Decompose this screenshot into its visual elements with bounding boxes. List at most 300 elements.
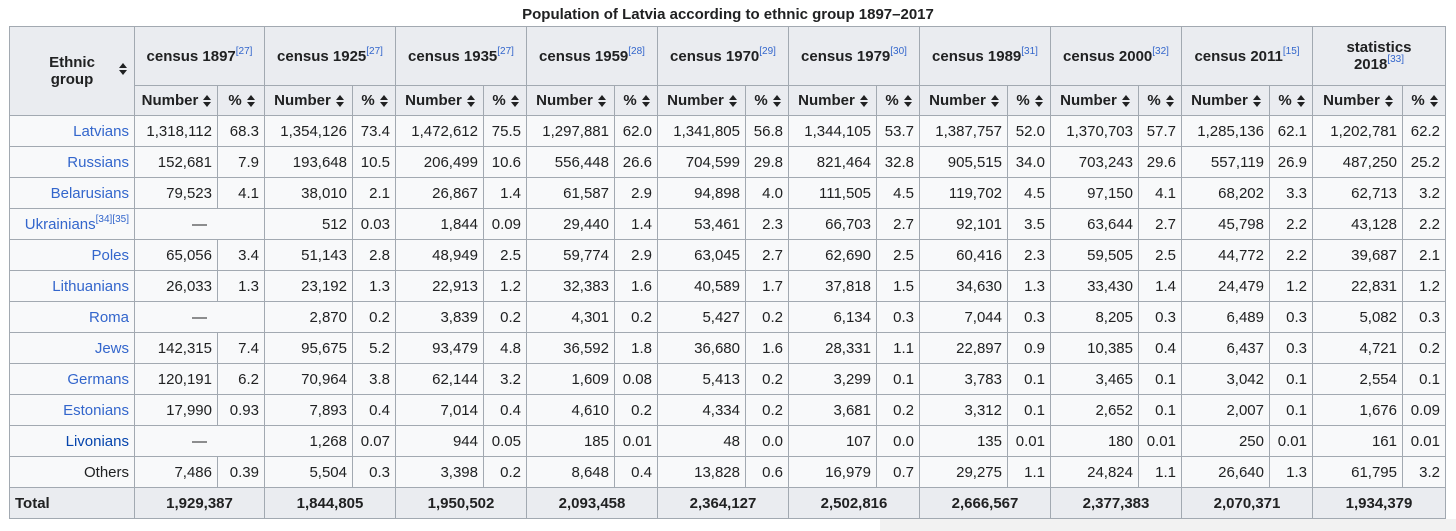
percent-cell: 0.1 <box>1270 395 1313 426</box>
percent-cell: 0.4 <box>353 395 396 426</box>
reference-link[interactable]: [27] <box>497 45 514 57</box>
sort-icon[interactable] <box>511 95 518 107</box>
percent-cell: 3.2 <box>1403 457 1446 488</box>
number-label: Number <box>536 92 593 109</box>
reference-link[interactable]: [33] <box>1387 54 1405 65</box>
number-cell: 24,479 <box>1182 271 1270 302</box>
ethnic-group-cell[interactable] <box>10 333 135 364</box>
sort-icon[interactable] <box>119 63 126 75</box>
sort-icon[interactable] <box>904 95 911 107</box>
percent-cell: 0.2 <box>1403 333 1446 364</box>
census-year-label: census 1897 <box>146 47 236 65</box>
percent-cell: 0.4 <box>1139 333 1182 364</box>
number-cell: 60,416 <box>920 240 1008 271</box>
percent-cell: 1.3 <box>353 271 396 302</box>
ethnic-group-cell[interactable] <box>10 209 135 240</box>
table-row <box>10 333 1446 364</box>
number-label: Number <box>798 92 855 109</box>
percent-cell: 2.3 <box>746 209 789 240</box>
number-label: Number <box>1323 92 1380 109</box>
percent-cell: 7.9 <box>218 147 265 178</box>
number-cell: 22,913 <box>396 271 484 302</box>
sort-icon[interactable] <box>860 95 867 107</box>
ethnic-group-link[interactable]: Estonians <box>63 401 129 419</box>
reference-link[interactable]: [30] <box>890 45 907 57</box>
percent-cell: 2.2 <box>1270 209 1313 240</box>
percent-cell: 0.01 <box>615 426 658 457</box>
percent-cell: 0.05 <box>484 426 527 457</box>
number-cell: 135 <box>920 426 1008 457</box>
number-column-header[interactable] <box>1182 86 1270 116</box>
sort-icon[interactable] <box>1122 95 1129 107</box>
ethnic-group-link[interactable]: Livonians <box>65 432 129 450</box>
percent-cell: 0.2 <box>877 395 920 426</box>
percent-cell: 0.3 <box>1403 302 1446 333</box>
percent-cell: 0.4 <box>484 395 527 426</box>
number-cell: 93,479 <box>396 333 484 364</box>
ethnic-group-cell[interactable] <box>10 364 135 395</box>
percent-column-header[interactable] <box>1270 86 1313 116</box>
number-cell: 70,964 <box>265 364 353 395</box>
percent-cell: 0.07 <box>353 426 396 457</box>
table-caption: Population of Latvia according to ethnic group 1897–2017 <box>522 6 934 23</box>
number-cell: 23,192 <box>265 271 353 302</box>
sort-icon[interactable] <box>203 95 210 107</box>
percent-cell: 29.6 <box>1139 147 1182 178</box>
percent-cell: 3.8 <box>353 364 396 395</box>
percent-cell: 25.2 <box>1403 147 1446 178</box>
reference-link[interactable]: [15] <box>1282 45 1300 57</box>
number-cell: 39,687 <box>1313 240 1403 271</box>
number-cell: 92,101 <box>920 209 1008 240</box>
percent-cell: 2.5 <box>484 240 527 271</box>
percent-cell: 0.9 <box>1008 333 1051 364</box>
percent-cell: 0.01 <box>1403 426 1446 457</box>
ethnic-group-cell[interactable] <box>10 240 135 271</box>
percent-cell: 0.08 <box>615 364 658 395</box>
number-cell: 79,523 <box>135 178 218 209</box>
ethnic-group-header[interactable] <box>10 27 135 116</box>
number-cell: 28,331 <box>789 333 877 364</box>
ethnic-group-cell[interactable] <box>10 395 135 426</box>
percent-cell: 0.2 <box>746 364 789 395</box>
table-row <box>10 178 1446 209</box>
census-year-header <box>1313 27 1446 86</box>
ethnic-group-cell[interactable] <box>10 178 135 209</box>
ethnic-group-link[interactable]: Latvians <box>73 122 129 140</box>
percent-cell: 1.1 <box>1008 457 1051 488</box>
number-cell: 38,010 <box>265 178 353 209</box>
percent-cell: 0.2 <box>615 302 658 333</box>
number-cell: 37,818 <box>789 271 877 302</box>
reference-link[interactable]: [32] <box>1152 45 1169 57</box>
census-year-header <box>265 27 396 86</box>
percent-cell: 0.93 <box>218 395 265 426</box>
percent-cell: 0.03 <box>353 209 396 240</box>
number-column-header[interactable] <box>1313 86 1403 116</box>
sort-icon[interactable] <box>642 95 649 107</box>
table-row <box>10 457 1446 488</box>
number-column-header[interactable] <box>1051 86 1139 116</box>
percent-cell: 3.5 <box>1008 209 1051 240</box>
number-cell: 48 <box>658 426 746 457</box>
percent-cell: 0.2 <box>746 302 789 333</box>
percent-column-header[interactable] <box>877 86 920 116</box>
sort-icon[interactable] <box>1166 95 1173 107</box>
number-cell: 3,783 <box>920 364 1008 395</box>
ethnic-group-link[interactable]: Belarusians <box>50 184 129 202</box>
percent-cell: 2.5 <box>877 240 920 271</box>
ethnic-group-cell[interactable] <box>10 426 135 457</box>
percent-cell: 0.3 <box>353 457 396 488</box>
number-cell: 1,202,781 <box>1313 116 1403 147</box>
percent-cell: 4.5 <box>877 178 920 209</box>
number-cell: 1,297,881 <box>527 116 615 147</box>
percent-label: % <box>492 92 506 109</box>
number-cell: 95,675 <box>265 333 353 364</box>
number-cell: 1,387,757 <box>920 116 1008 147</box>
percent-cell: 0.1 <box>1008 395 1051 426</box>
number-column-header[interactable] <box>396 86 484 116</box>
number-cell: 3,465 <box>1051 364 1139 395</box>
total-row <box>10 488 1446 519</box>
number-cell: 45,798 <box>1182 209 1270 240</box>
number-cell: 1,354,126 <box>265 116 353 147</box>
number-cell: 142,315 <box>135 333 218 364</box>
number-cell: 36,592 <box>527 333 615 364</box>
number-cell: 26,640 <box>1182 457 1270 488</box>
number-cell: 68,202 <box>1182 178 1270 209</box>
percent-label: % <box>228 92 242 109</box>
percent-cell: 0.1 <box>1139 395 1182 426</box>
percent-cell: 26.9 <box>1270 147 1313 178</box>
reference-link[interactable]: [27] <box>366 45 383 57</box>
number-cell: 3,839 <box>396 302 484 333</box>
total-cell: 2,093,458 <box>527 488 658 519</box>
percent-label: % <box>885 92 899 109</box>
number-cell: 111,505 <box>789 178 877 209</box>
census-year-label: census 1970 <box>670 47 760 65</box>
percent-cell: 3.4 <box>218 240 265 271</box>
number-cell: 1,676 <box>1313 395 1403 426</box>
sort-icon[interactable] <box>1297 95 1304 107</box>
percent-cell: 62.0 <box>615 116 658 147</box>
table-row <box>10 395 1446 426</box>
reference-link[interactable]: [27] <box>235 45 253 57</box>
percent-cell: 1.2 <box>1270 271 1313 302</box>
census-year-header <box>135 27 265 86</box>
number-cell: 26,033 <box>135 271 218 302</box>
number-label: Number <box>929 92 986 109</box>
percent-cell: 0.1 <box>1403 364 1446 395</box>
number-label: Number <box>1060 92 1117 109</box>
percent-cell: 26.6 <box>615 147 658 178</box>
percent-cell: 0.7 <box>877 457 920 488</box>
number-cell: 944 <box>396 426 484 457</box>
number-cell: 62,144 <box>396 364 484 395</box>
number-cell: 51,143 <box>265 240 353 271</box>
number-cell: 5,504 <box>265 457 353 488</box>
percent-cell: 32.8 <box>877 147 920 178</box>
percent-cell: 2.1 <box>1403 240 1446 271</box>
number-column-header[interactable] <box>920 86 1008 116</box>
percent-cell: 0.4 <box>615 457 658 488</box>
number-cell: 556,448 <box>527 147 615 178</box>
census-year-label: census 2011 <box>1194 47 1283 65</box>
number-cell: 119,702 <box>920 178 1008 209</box>
percent-cell: 2.3 <box>1008 240 1051 271</box>
number-cell: 2,007 <box>1182 395 1270 426</box>
number-cell: 107 <box>789 426 877 457</box>
total-cell: 1,844,805 <box>265 488 396 519</box>
percent-cell: 34.0 <box>1008 147 1051 178</box>
percent-cell: 1.7 <box>746 271 789 302</box>
number-cell: 5,413 <box>658 364 746 395</box>
percent-cell: 1.8 <box>615 333 658 364</box>
number-cell: 1,472,612 <box>396 116 484 147</box>
percent-cell: 0.6 <box>746 457 789 488</box>
sort-icon[interactable] <box>729 95 736 107</box>
number-cell: 3,398 <box>396 457 484 488</box>
percent-cell: 0.01 <box>1139 426 1182 457</box>
percent-cell: 0.01 <box>1270 426 1313 457</box>
percent-label: % <box>1147 92 1161 109</box>
ethnic-group-cell[interactable] <box>10 271 135 302</box>
number-cell: 250 <box>1182 426 1270 457</box>
census-year-label: census 1959 <box>539 47 629 65</box>
ethnic-group-cell <box>10 457 135 488</box>
table-row <box>10 426 1446 457</box>
percent-cell: 0.1 <box>1270 364 1313 395</box>
table-row <box>10 209 1446 240</box>
percent-cell: 10.6 <box>484 147 527 178</box>
sort-icon[interactable] <box>1430 95 1437 107</box>
number-cell: 6,134 <box>789 302 877 333</box>
number-cell: 53,461 <box>658 209 746 240</box>
ethnic-group-link[interactable]: Germans <box>67 370 129 388</box>
percent-cell: 1.2 <box>1403 271 1446 302</box>
number-cell: 63,045 <box>658 240 746 271</box>
number-label: Number <box>405 92 462 109</box>
number-cell: 62,690 <box>789 240 877 271</box>
percent-cell: 1.6 <box>615 271 658 302</box>
total-cell: 1,929,387 <box>135 488 265 519</box>
population-table <box>9 26 1446 519</box>
ethnic-group-cell[interactable] <box>10 147 135 178</box>
number-cell: 1,844 <box>396 209 484 240</box>
percent-cell: 3.2 <box>1403 178 1446 209</box>
sort-icon[interactable] <box>1385 95 1392 107</box>
table-row <box>10 147 1446 178</box>
number-cell: 43,128 <box>1313 209 1403 240</box>
no-data-cell: — <box>135 426 265 457</box>
number-cell: 1,370,703 <box>1051 116 1139 147</box>
number-cell: 821,464 <box>789 147 877 178</box>
sort-icon[interactable] <box>336 95 343 107</box>
percent-cell: 1.3 <box>218 271 265 302</box>
percent-cell: 0.3 <box>1270 302 1313 333</box>
number-column-header[interactable] <box>658 86 746 116</box>
number-column-header[interactable] <box>527 86 615 116</box>
percent-cell: 2.1 <box>353 178 396 209</box>
table-row <box>10 364 1446 395</box>
number-cell: 193,648 <box>265 147 353 178</box>
sort-icon[interactable] <box>773 95 780 107</box>
percent-cell: 0.1 <box>877 364 920 395</box>
percent-cell: 68.3 <box>218 116 265 147</box>
number-cell: 22,831 <box>1313 271 1403 302</box>
number-column-header[interactable] <box>789 86 877 116</box>
number-cell: 2,554 <box>1313 364 1403 395</box>
percent-column-header[interactable] <box>615 86 658 116</box>
number-cell: 206,499 <box>396 147 484 178</box>
number-cell: 5,082 <box>1313 302 1403 333</box>
number-cell: 512 <box>265 209 353 240</box>
number-cell: 7,044 <box>920 302 1008 333</box>
sort-icon[interactable] <box>467 95 474 107</box>
number-cell: 29,440 <box>527 209 615 240</box>
percent-cell: 1.6 <box>746 333 789 364</box>
number-cell: 703,243 <box>1051 147 1139 178</box>
percent-column-header[interactable] <box>353 86 396 116</box>
percent-cell: 4.1 <box>218 178 265 209</box>
ethnic-group-cell[interactable] <box>10 116 135 147</box>
sort-icon[interactable] <box>598 95 605 107</box>
total-cell: 1,950,502 <box>396 488 527 519</box>
number-cell: 1,318,112 <box>135 116 218 147</box>
census-year-header <box>527 27 658 86</box>
percent-column-header[interactable] <box>218 86 265 116</box>
number-cell: 7,893 <box>265 395 353 426</box>
number-cell: 94,898 <box>658 178 746 209</box>
percent-cell: 0.0 <box>877 426 920 457</box>
percent-cell: 62.2 <box>1403 116 1446 147</box>
percent-cell: 53.7 <box>877 116 920 147</box>
percent-cell: 2.7 <box>877 209 920 240</box>
percent-cell: 2.9 <box>615 240 658 271</box>
percent-label: % <box>623 92 637 109</box>
census-year-label: census 2000 <box>1063 47 1153 65</box>
number-cell: 180 <box>1051 426 1139 457</box>
total-cell: 2,377,383 <box>1051 488 1182 519</box>
no-data-cell: — <box>135 209 265 240</box>
number-cell: 3,042 <box>1182 364 1270 395</box>
percent-column-header[interactable] <box>1403 86 1446 116</box>
number-cell: 33,430 <box>1051 271 1139 302</box>
number-cell: 22,897 <box>920 333 1008 364</box>
census-year-header <box>396 27 527 86</box>
percent-cell: 0.2 <box>484 457 527 488</box>
number-label: Number <box>141 92 199 109</box>
sort-icon[interactable] <box>1253 95 1260 107</box>
number-cell: 1,268 <box>265 426 353 457</box>
ethnic-group-link[interactable]: Poles <box>91 246 129 264</box>
percent-cell: 2.9 <box>615 178 658 209</box>
percent-cell: 1.1 <box>877 333 920 364</box>
percent-column-header[interactable] <box>1139 86 1182 116</box>
number-cell: 6,489 <box>1182 302 1270 333</box>
percent-cell: 2.7 <box>746 240 789 271</box>
percent-cell: 6.2 <box>218 364 265 395</box>
number-cell: 34,630 <box>920 271 1008 302</box>
number-cell: 3,681 <box>789 395 877 426</box>
percent-cell: 0.2 <box>746 395 789 426</box>
percent-cell: 4.5 <box>1008 178 1051 209</box>
ethnic-group-link[interactable]: Jews <box>94 339 129 357</box>
sort-icon[interactable] <box>991 95 998 107</box>
percent-cell: 1.3 <box>1008 271 1051 302</box>
percent-cell: 0.1 <box>1139 364 1182 395</box>
percent-cell: 2.2 <box>1403 209 1446 240</box>
number-cell: 120,191 <box>135 364 218 395</box>
table-row <box>10 116 1446 147</box>
percent-column-header[interactable] <box>1008 86 1051 116</box>
number-column-header[interactable] <box>265 86 353 116</box>
percent-cell: 0.39 <box>218 457 265 488</box>
ethnic-group-cell[interactable] <box>10 302 135 333</box>
number-cell: 1,609 <box>527 364 615 395</box>
percent-cell: 3.3 <box>1270 178 1313 209</box>
percent-cell: 10.5 <box>353 147 396 178</box>
number-label: Number <box>274 92 331 109</box>
percent-cell: 4.0 <box>746 178 789 209</box>
number-label: Number <box>1191 92 1248 109</box>
number-cell: 32,383 <box>527 271 615 302</box>
number-cell: 26,867 <box>396 178 484 209</box>
reference-link[interactable]: [34][35] <box>95 213 129 225</box>
percent-cell: 62.1 <box>1270 116 1313 147</box>
sort-icon[interactable] <box>247 95 254 107</box>
number-cell: 3,299 <box>789 364 877 395</box>
ethnic-group-link[interactable]: Russians <box>67 153 129 171</box>
percent-column-header[interactable] <box>484 86 527 116</box>
sort-icon[interactable] <box>1035 95 1042 107</box>
census-year-header <box>789 27 920 86</box>
number-cell: 161 <box>1313 426 1403 457</box>
reference-link[interactable]: [31] <box>1021 45 1038 57</box>
reference-link[interactable]: [29] <box>759 45 776 57</box>
ethnic-group-link[interactable]: Ukrainians <box>24 215 96 233</box>
ethnic-group-header-line2: group <box>50 71 94 88</box>
number-cell: 59,774 <box>527 240 615 271</box>
number-cell: 4,721 <box>1313 333 1403 364</box>
percent-cell: 0.1 <box>1008 364 1051 395</box>
ethnic-group-link[interactable]: Lithuanians <box>52 277 129 295</box>
percent-cell: 0.0 <box>746 426 789 457</box>
percent-cell: 75.5 <box>484 116 527 147</box>
table-row <box>10 302 1446 333</box>
percent-cell: 0.2 <box>353 302 396 333</box>
sort-icon[interactable] <box>380 95 387 107</box>
percent-column-header[interactable] <box>746 86 789 116</box>
number-cell: 152,681 <box>135 147 218 178</box>
number-cell: 62,713 <box>1313 178 1403 209</box>
ethnic-group-link[interactable]: Roma <box>88 308 129 326</box>
reference-link[interactable]: [28] <box>628 45 645 57</box>
percent-cell: 0.3 <box>1139 302 1182 333</box>
percent-cell: 56.8 <box>746 116 789 147</box>
percent-cell: 2.8 <box>353 240 396 271</box>
number-cell: 24,824 <box>1051 457 1139 488</box>
number-cell: 13,828 <box>658 457 746 488</box>
number-cell: 905,515 <box>920 147 1008 178</box>
number-cell: 17,990 <box>135 395 218 426</box>
ethnic-group-link: Others <box>83 463 129 481</box>
percent-cell: 4.1 <box>1139 178 1182 209</box>
percent-cell: 0.09 <box>1403 395 1446 426</box>
number-column-header[interactable] <box>135 86 218 116</box>
number-cell: 557,119 <box>1182 147 1270 178</box>
